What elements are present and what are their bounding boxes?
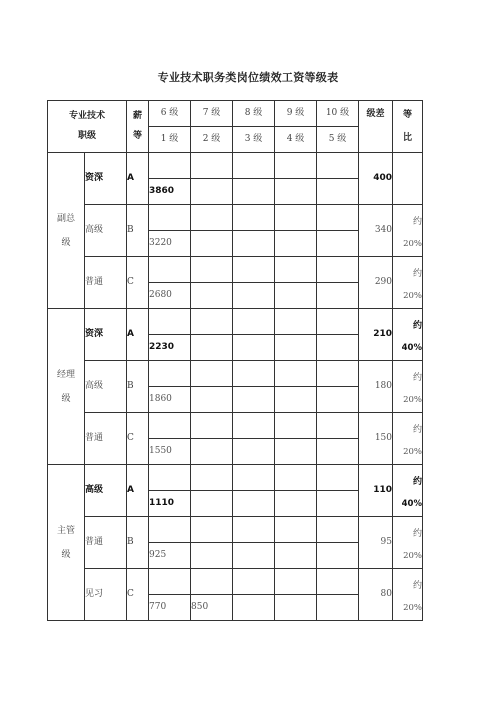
salary-value-extra xyxy=(191,439,233,465)
salary-value: 925 xyxy=(149,543,191,569)
salary-value: 770 xyxy=(149,595,191,621)
pay-grade-letter: A xyxy=(127,153,149,205)
empty-cell xyxy=(233,595,275,621)
sub-level-label: 高级 xyxy=(85,465,127,517)
empty-cell xyxy=(275,413,317,439)
empty-cell xyxy=(275,543,317,569)
ratio-header-line1: 等 xyxy=(402,109,412,120)
sub-level-label: 普通 xyxy=(85,257,127,309)
empty-cell xyxy=(149,413,191,439)
grade-ratio-approx: 约 xyxy=(412,529,422,540)
grade-ratio-percent: 20% xyxy=(403,551,422,562)
level-top-10: 10 级 xyxy=(317,101,359,127)
grade-diff: 400 xyxy=(359,153,393,205)
empty-cell xyxy=(317,335,359,361)
grade-ratio-approx: 约 xyxy=(412,425,422,436)
group-label xyxy=(48,153,85,309)
empty-cell xyxy=(317,283,359,309)
header-row-1 xyxy=(48,101,423,127)
grade-diff: 290 xyxy=(359,257,393,309)
sub-level-label: 高级 xyxy=(85,205,127,257)
level-top-9: 9 级 xyxy=(275,101,317,127)
empty-cell xyxy=(191,309,233,335)
grade-ratio xyxy=(393,205,423,257)
empty-cell xyxy=(275,491,317,517)
sub-level-label: 见习 xyxy=(85,569,127,621)
table-body xyxy=(48,101,423,621)
salary-value-extra xyxy=(191,387,233,413)
empty-cell xyxy=(191,465,233,491)
empty-cell xyxy=(275,335,317,361)
table-row xyxy=(48,309,423,335)
grade-ratio-approx: 约 xyxy=(412,217,422,228)
salary-value-extra xyxy=(191,179,233,205)
pay-grade-letter: A xyxy=(127,465,149,517)
grade-diff: 150 xyxy=(359,413,393,465)
table-row xyxy=(48,517,423,543)
empty-cell xyxy=(317,257,359,283)
empty-cell xyxy=(317,387,359,413)
salary-value-extra: 850 xyxy=(191,595,233,621)
rank-header-line1: 专业技术 xyxy=(68,111,105,122)
pay-header-line2: 等 xyxy=(132,131,142,141)
empty-cell xyxy=(317,205,359,231)
empty-cell xyxy=(233,179,275,205)
level-top-7: 7 级 xyxy=(191,101,233,127)
empty-cell xyxy=(275,465,317,491)
empty-cell xyxy=(233,257,275,283)
salary-value-extra xyxy=(191,283,233,309)
empty-cell xyxy=(233,517,275,543)
table-row xyxy=(48,413,423,439)
grade-diff: 80 xyxy=(359,569,393,621)
empty-cell xyxy=(149,309,191,335)
grade-diff: 340 xyxy=(359,205,393,257)
grade-ratio-percent: 20% xyxy=(403,447,422,458)
empty-cell xyxy=(233,205,275,231)
grade-ratio xyxy=(393,309,423,361)
pay-grade-table xyxy=(47,100,423,621)
empty-cell xyxy=(275,439,317,465)
ratio-header-line2: 比 xyxy=(402,132,412,143)
ratio-header xyxy=(393,101,423,153)
level-bottom-3: 3 级 xyxy=(233,127,275,153)
grade-ratio xyxy=(393,413,423,465)
empty-cell xyxy=(191,205,233,231)
pay-grade-letter: C xyxy=(127,569,149,621)
empty-cell xyxy=(275,179,317,205)
level-bottom-5: 5 级 xyxy=(317,127,359,153)
grade-ratio-percent: 40% xyxy=(401,499,422,510)
grade-ratio-approx xyxy=(393,165,422,193)
salary-value-extra xyxy=(191,543,233,569)
pay-grade-letter: B xyxy=(127,205,149,257)
empty-cell xyxy=(149,205,191,231)
grade-ratio-approx: 约 xyxy=(412,321,422,332)
empty-cell xyxy=(149,153,191,179)
pay-grade-letter: B xyxy=(127,361,149,413)
empty-cell xyxy=(275,569,317,595)
salary-value: 2230 xyxy=(149,335,191,361)
empty-cell xyxy=(275,517,317,543)
empty-cell xyxy=(191,361,233,387)
empty-cell xyxy=(317,179,359,205)
empty-cell xyxy=(275,309,317,335)
diff-header: 级差 xyxy=(359,101,393,153)
grade-ratio xyxy=(393,361,423,413)
grade-diff: 95 xyxy=(359,517,393,569)
grade-ratio-percent: 20% xyxy=(403,603,422,614)
empty-cell xyxy=(275,387,317,413)
salary-value: 1860 xyxy=(149,387,191,413)
empty-cell xyxy=(317,517,359,543)
pay-grade-letter: B xyxy=(127,517,149,569)
empty-cell xyxy=(233,283,275,309)
sub-level-label: 普通 xyxy=(85,517,127,569)
rank-header xyxy=(48,101,127,153)
group-label-line2: 级 xyxy=(61,393,71,404)
empty-cell xyxy=(233,309,275,335)
empty-cell xyxy=(317,569,359,595)
grade-ratio-percent: 20% xyxy=(403,395,422,406)
grade-ratio-approx: 约 xyxy=(412,373,422,384)
group-label xyxy=(48,465,85,621)
grade-ratio xyxy=(393,257,423,309)
empty-cell xyxy=(149,517,191,543)
page-title: 专业技术职务类岗位绩效工资等级表 xyxy=(157,71,339,84)
empty-cell xyxy=(317,543,359,569)
grade-diff: 210 xyxy=(359,309,393,361)
empty-cell xyxy=(233,543,275,569)
empty-cell xyxy=(191,569,233,595)
empty-cell xyxy=(233,361,275,387)
grade-ratio-percent: 20% xyxy=(403,291,422,302)
empty-cell xyxy=(233,231,275,257)
empty-cell xyxy=(233,465,275,491)
empty-cell xyxy=(275,257,317,283)
salary-value-extra xyxy=(191,491,233,517)
table-row xyxy=(48,465,423,491)
empty-cell xyxy=(233,439,275,465)
empty-cell xyxy=(233,387,275,413)
empty-cell xyxy=(233,413,275,439)
empty-cell xyxy=(317,153,359,179)
empty-cell xyxy=(275,361,317,387)
salary-value-extra xyxy=(191,231,233,257)
grade-ratio-approx: 约 xyxy=(412,269,422,280)
empty-cell xyxy=(275,283,317,309)
grade-ratio-approx: 约 xyxy=(412,581,422,592)
sub-level-label: 高级 xyxy=(85,361,127,413)
empty-cell xyxy=(149,569,191,595)
empty-cell xyxy=(233,153,275,179)
empty-cell xyxy=(275,153,317,179)
empty-cell xyxy=(233,569,275,595)
empty-cell xyxy=(317,491,359,517)
rank-header-line2: 职级 xyxy=(77,131,96,141)
table-row xyxy=(48,205,423,231)
empty-cell xyxy=(191,413,233,439)
sub-level-label: 资深 xyxy=(85,153,127,205)
salary-value: 1550 xyxy=(149,439,191,465)
empty-cell xyxy=(149,257,191,283)
grade-ratio xyxy=(393,153,423,205)
level-top-8: 8 级 xyxy=(233,101,275,127)
level-bottom-4: 4 级 xyxy=(275,127,317,153)
pay-grade-letter: A xyxy=(127,309,149,361)
salary-value-extra xyxy=(191,335,233,361)
grade-ratio-percent: 20% xyxy=(403,239,422,250)
grade-ratio-approx: 约 xyxy=(412,477,422,488)
group-label xyxy=(48,309,85,465)
empty-cell xyxy=(191,517,233,543)
pay-grade-letter: C xyxy=(127,413,149,465)
sub-level-label: 资深 xyxy=(85,309,127,361)
pay-header-line1: 薪 xyxy=(132,111,142,122)
salary-value: 3220 xyxy=(149,231,191,257)
empty-cell xyxy=(191,257,233,283)
empty-cell xyxy=(149,361,191,387)
group-label-line1: 主管 xyxy=(56,525,75,536)
grade-ratio xyxy=(393,569,423,621)
group-label-line1: 经理 xyxy=(56,369,75,380)
empty-cell xyxy=(317,309,359,335)
empty-cell xyxy=(317,595,359,621)
empty-cell xyxy=(317,231,359,257)
group-label-line2: 级 xyxy=(61,549,71,560)
empty-cell xyxy=(317,439,359,465)
grade-ratio xyxy=(393,517,423,569)
table-row xyxy=(48,153,423,179)
level-bottom-1: 1 级 xyxy=(149,127,191,153)
empty-cell xyxy=(275,231,317,257)
grade-diff: 110 xyxy=(359,465,393,517)
grade-ratio xyxy=(393,465,423,517)
empty-cell xyxy=(233,491,275,517)
table-row xyxy=(48,257,423,283)
pay-header xyxy=(127,101,149,153)
grade-ratio-percent: 40% xyxy=(401,343,422,354)
empty-cell xyxy=(317,413,359,439)
salary-value: 2680 xyxy=(149,283,191,309)
empty-cell xyxy=(275,205,317,231)
grade-diff: 180 xyxy=(359,361,393,413)
empty-cell xyxy=(149,465,191,491)
empty-cell xyxy=(317,361,359,387)
sub-level-label: 普通 xyxy=(85,413,127,465)
level-top-6: 6 级 xyxy=(149,101,191,127)
empty-cell xyxy=(317,465,359,491)
empty-cell xyxy=(233,335,275,361)
table-row xyxy=(48,569,423,595)
empty-cell xyxy=(191,153,233,179)
salary-value: 1110 xyxy=(149,491,191,517)
level-bottom-2: 2 级 xyxy=(191,127,233,153)
group-label-line2: 级 xyxy=(61,237,71,248)
table-row xyxy=(48,361,423,387)
empty-cell xyxy=(275,595,317,621)
group-label-line1: 副总 xyxy=(56,213,75,224)
pay-grade-letter: C xyxy=(127,257,149,309)
salary-value: 3860 xyxy=(149,179,191,205)
